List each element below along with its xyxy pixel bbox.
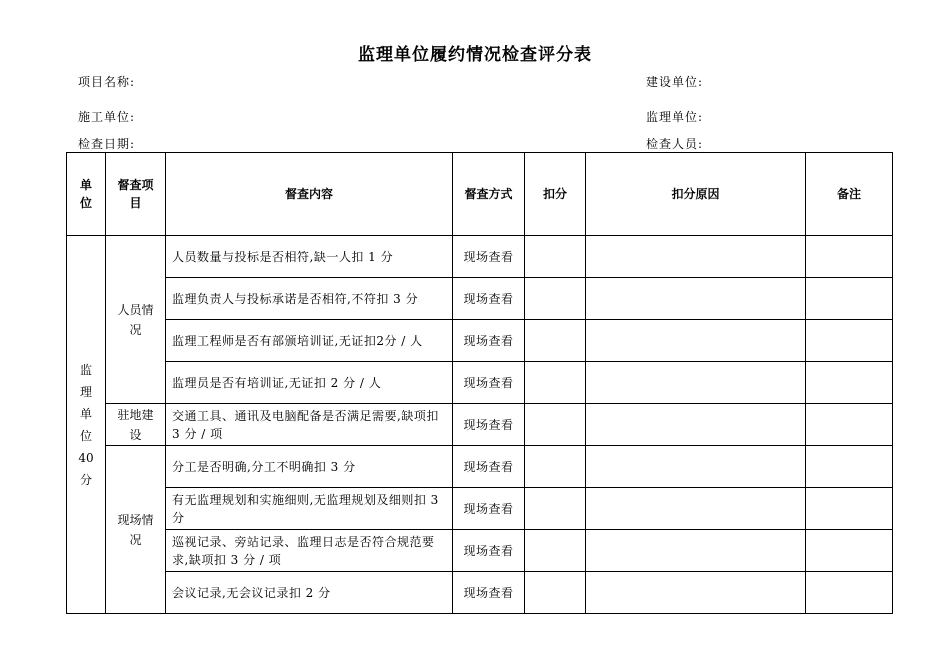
table-row (67, 572, 893, 614)
deduct-cell[interactable] (525, 572, 586, 614)
remark-cell[interactable] (806, 488, 893, 530)
reason-cell[interactable] (586, 572, 806, 614)
builder-unit-label: 施工单位: (78, 110, 136, 124)
table-row (67, 320, 893, 362)
row-content: 监理负责人与投标承诺是否相符,不符扣 3 分 (166, 278, 453, 320)
deduct-cell[interactable] (525, 362, 586, 404)
row-method: 现场查看 (453, 446, 525, 488)
remark-cell[interactable] (806, 446, 893, 488)
inspector-label: 检查人员: (646, 137, 704, 151)
deduct-cell[interactable] (525, 404, 586, 446)
deduct-cell[interactable] (525, 236, 586, 278)
table-row (67, 236, 893, 278)
score-table (66, 152, 893, 614)
unit-cell: 监 理 单 位 40 分 (67, 236, 106, 614)
page-title: 监理单位履约情况检查评分表 (358, 45, 592, 65)
header-reason: 扣分原因 (586, 153, 806, 236)
remark-cell[interactable] (806, 278, 893, 320)
category-personnel: 人员情 况 (106, 236, 166, 404)
remark-cell[interactable] (806, 572, 893, 614)
table-row (67, 530, 893, 572)
row-content: 监理员是否有培训证,无证扣 2 分 / 人 (166, 362, 453, 404)
reason-cell[interactable] (586, 362, 806, 404)
project-name-label: 项目名称: (78, 75, 136, 89)
row-content: 分工是否明确,分工不明确扣 3 分 (166, 446, 453, 488)
header-method: 督查方式 (453, 153, 525, 236)
row-method: 现场查看 (453, 236, 525, 278)
deduct-cell[interactable] (525, 488, 586, 530)
category-site: 现场情 况 (106, 446, 166, 614)
remark-cell[interactable] (806, 320, 893, 362)
deduct-cell[interactable] (525, 320, 586, 362)
deduct-cell[interactable] (525, 278, 586, 320)
reason-cell[interactable] (586, 530, 806, 572)
header-deduct: 扣分 (525, 153, 586, 236)
row-method: 现场查看 (453, 278, 525, 320)
row-method: 现场查看 (453, 320, 525, 362)
remark-cell[interactable] (806, 236, 893, 278)
supervision-unit-label: 监理单位: (646, 110, 704, 124)
deduct-cell[interactable] (525, 530, 586, 572)
row-method: 现场查看 (453, 530, 525, 572)
row-content: 会议记录,无会议记录扣 2 分 (166, 572, 453, 614)
header-unit: 单 位 (67, 153, 106, 236)
reason-cell[interactable] (586, 404, 806, 446)
header-remark: 备注 (806, 153, 893, 236)
deduct-cell[interactable] (525, 446, 586, 488)
header-content: 督查内容 (166, 153, 453, 236)
reason-cell[interactable] (586, 236, 806, 278)
row-method: 现场查看 (453, 572, 525, 614)
row-content: 监理工程师是否有部颁培训证,无证扣2分 / 人 (166, 320, 453, 362)
header-item: 督查项 目 (106, 153, 166, 236)
check-date-label: 检查日期: (78, 137, 136, 151)
row-content: 交通工具、通讯及电脑配备是否满足需要,缺项扣 3 分 / 项 (166, 404, 453, 446)
category-resident: 驻地建 设 (106, 404, 166, 446)
table-row (67, 362, 893, 404)
row-content: 有无监理规划和实施细则,无监理规划及细则扣 3 分 (166, 488, 453, 530)
row-method: 现场查看 (453, 404, 525, 446)
table-row (67, 488, 893, 530)
row-content: 人员数量与投标是否相符,缺一人扣 1 分 (166, 236, 453, 278)
remark-cell[interactable] (806, 530, 893, 572)
reason-cell[interactable] (586, 320, 806, 362)
table-header-row (67, 153, 893, 236)
reason-cell[interactable] (586, 446, 806, 488)
row-method: 现场查看 (453, 488, 525, 530)
reason-cell[interactable] (586, 278, 806, 320)
table-row (67, 446, 893, 488)
construction-unit-label: 建设单位: (646, 75, 704, 89)
table-row (67, 404, 893, 446)
remark-cell[interactable] (806, 404, 893, 446)
row-method: 现场查看 (453, 362, 525, 404)
row-content: 巡视记录、旁站记录、监理日志是否符合规范要求,缺项扣 3 分 / 项 (166, 530, 453, 572)
remark-cell[interactable] (806, 362, 893, 404)
reason-cell[interactable] (586, 488, 806, 530)
table-row (67, 278, 893, 320)
